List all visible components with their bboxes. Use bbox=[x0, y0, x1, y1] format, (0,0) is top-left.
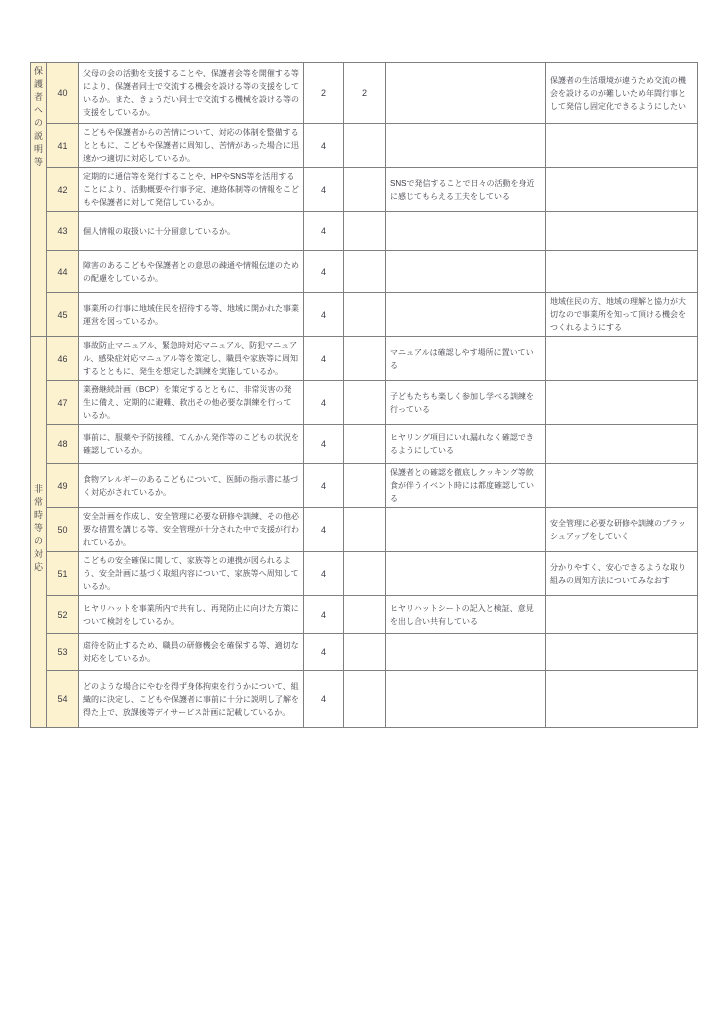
item-number-cell: 46 bbox=[47, 337, 79, 381]
question-cell: 事故防止マニュアル、緊急時対応マニュアル、防犯マニュアル、感染症対応マニュアル等を策定し、職員や家族等に周知するとともに、発生を想定した訓練を実施しているか。 bbox=[79, 337, 304, 381]
score-cell-1: 4 bbox=[304, 381, 344, 425]
improvement-plan-cell bbox=[546, 251, 698, 293]
score-cell-1: 4 bbox=[304, 425, 344, 464]
category-label: 非常時等の対応 bbox=[33, 484, 43, 575]
improvement-plan-cell bbox=[546, 212, 698, 251]
workplace-comment-cell bbox=[386, 671, 546, 728]
score-cell-2 bbox=[344, 124, 386, 168]
workplace-comment-cell bbox=[386, 634, 546, 671]
improvement-plan-cell bbox=[546, 596, 698, 634]
improvement-plan-cell bbox=[546, 337, 698, 381]
score-cell-2: 2 bbox=[344, 63, 386, 124]
improvement-plan-cell: 地域住民の方、地域の理解と協力が大切なので事業所を知って頂ける機会をつくれるようにする bbox=[546, 293, 698, 337]
score-cell-2 bbox=[344, 381, 386, 425]
item-number-cell: 51 bbox=[47, 552, 79, 596]
table-row bbox=[31, 124, 698, 168]
question-cell: こどもや保護者からの苦情について、対応の体制を整備するとともに、こどもや保護者に周知し、苦情があった場合に迅速かつ適切に対応しているか。 bbox=[79, 124, 304, 168]
improvement-plan-cell bbox=[546, 464, 698, 508]
improvement-plan-cell: 分かりやすく、安心できるような取り組みの周知方法についてみなおす bbox=[546, 552, 698, 596]
workplace-comment-cell bbox=[386, 212, 546, 251]
score-cell-2 bbox=[344, 464, 386, 508]
question-cell: 食物アレルギーのあるこどもについて、医師の指示書に基づく対応がされているか。 bbox=[79, 464, 304, 508]
table-row bbox=[31, 63, 698, 124]
question-cell: 安全計画を作成し、安全管理に必要な研修や訓練、その他必要な措置を講じる等、安全管理が十分された中で支援が行われているか。 bbox=[79, 508, 304, 552]
table-row bbox=[31, 464, 698, 508]
table-row bbox=[31, 425, 698, 464]
score-cell-2 bbox=[344, 251, 386, 293]
question-cell: 虐待を防止するため、職員の研修機会を確保する等、適切な対応をしているか。 bbox=[79, 634, 304, 671]
question-cell: 業務継続計画（BCP）を策定するとともに、非常災害の発生に備え、定期的に避難、救出その他必要な訓練を行っているか。 bbox=[79, 381, 304, 425]
score-cell-1: 4 bbox=[304, 124, 344, 168]
improvement-plan-cell bbox=[546, 124, 698, 168]
workplace-comment-cell: ヒヤリング項目にいれ漏れなく確認できるようにしている bbox=[386, 425, 546, 464]
table-row bbox=[31, 251, 698, 293]
table-row bbox=[31, 337, 698, 381]
self-evaluation-table bbox=[30, 62, 698, 728]
improvement-plan-cell bbox=[546, 168, 698, 212]
improvement-plan-cell bbox=[546, 381, 698, 425]
category-label: 保護者への説明等 bbox=[33, 66, 43, 170]
workplace-comment-cell bbox=[386, 63, 546, 124]
score-cell-2 bbox=[344, 425, 386, 464]
improvement-plan-cell: 保護者の生活環境が違うため交流の機会を設けるのが難しいため年間行事として発信し固定化できるようにしたい bbox=[546, 63, 698, 124]
score-cell-2 bbox=[344, 508, 386, 552]
item-number-cell: 42 bbox=[47, 168, 79, 212]
score-cell-2 bbox=[344, 212, 386, 251]
workplace-comment-cell: 子どもたちも楽しく参加し学べる訓練を行っている bbox=[386, 381, 546, 425]
item-number-cell: 40 bbox=[47, 63, 79, 124]
score-cell-2 bbox=[344, 552, 386, 596]
table-row bbox=[31, 634, 698, 671]
score-cell-2 bbox=[344, 596, 386, 634]
question-cell: 個人情報の取扱いに十分留意しているか。 bbox=[79, 212, 304, 251]
item-number-cell: 54 bbox=[47, 671, 79, 728]
score-cell-2 bbox=[344, 293, 386, 337]
item-number-cell: 41 bbox=[47, 124, 79, 168]
improvement-plan-cell bbox=[546, 671, 698, 728]
improvement-plan-cell bbox=[546, 634, 698, 671]
score-cell-2 bbox=[344, 337, 386, 381]
score-cell-1: 4 bbox=[304, 212, 344, 251]
category-cell bbox=[31, 63, 47, 337]
question-cell: 定期的に通信等を発行することや、HPやSNS等を活用することにより、活動概要や行事予定、連絡体制等の情報をこどもや保護者に対して発信しているか。 bbox=[79, 168, 304, 212]
table-row bbox=[31, 671, 698, 728]
improvement-plan-cell: 安全管理に必要な研修や訓練のブラッシュアップをしていく bbox=[546, 508, 698, 552]
score-cell-1: 4 bbox=[304, 464, 344, 508]
score-cell-1: 4 bbox=[304, 251, 344, 293]
item-number-cell: 47 bbox=[47, 381, 79, 425]
score-cell-1: 4 bbox=[304, 337, 344, 381]
question-cell: どのような場合にやむを得ず身体拘束を行うかについて、組織的に決定し、こどもや保護者に事前に十分に説明し了解を得た上で、放課後等デイサービス計画に記載しているか。 bbox=[79, 671, 304, 728]
table-row bbox=[31, 596, 698, 634]
score-cell-1: 4 bbox=[304, 508, 344, 552]
score-cell-1: 4 bbox=[304, 293, 344, 337]
score-cell-1: 4 bbox=[304, 552, 344, 596]
workplace-comment-cell bbox=[386, 124, 546, 168]
score-cell-2 bbox=[344, 634, 386, 671]
score-cell-1: 4 bbox=[304, 671, 344, 728]
evaluation-table-body bbox=[31, 63, 698, 728]
workplace-comment-cell bbox=[386, 251, 546, 293]
question-cell: こどもの安全確保に関して、家族等との連携が図られるよう、安全計画に基づく取組内容について、家族等へ周知しているか。 bbox=[79, 552, 304, 596]
workplace-comment-cell: マニュアルは確認しやす場所に置いている bbox=[386, 337, 546, 381]
workplace-comment-cell bbox=[386, 508, 546, 552]
workplace-comment-cell: ヒヤリハットシートの記入と検証、意見を出し合い共有している bbox=[386, 596, 546, 634]
score-cell-2 bbox=[344, 671, 386, 728]
item-number-cell: 52 bbox=[47, 596, 79, 634]
score-cell-1: 4 bbox=[304, 634, 344, 671]
question-cell: ヒヤリハットを事業所内で共有し、再発防止に向けた方策について検討をしているか。 bbox=[79, 596, 304, 634]
table-row bbox=[31, 508, 698, 552]
score-cell-1: 4 bbox=[304, 596, 344, 634]
workplace-comment-cell: SNSで発信することで日々の活動を身近に感じてもらえる工夫をしている bbox=[386, 168, 546, 212]
item-number-cell: 43 bbox=[47, 212, 79, 251]
item-number-cell: 50 bbox=[47, 508, 79, 552]
workplace-comment-cell bbox=[386, 552, 546, 596]
item-number-cell: 53 bbox=[47, 634, 79, 671]
improvement-plan-cell bbox=[546, 425, 698, 464]
table-row bbox=[31, 552, 698, 596]
workplace-comment-cell bbox=[386, 293, 546, 337]
item-number-cell: 48 bbox=[47, 425, 79, 464]
item-number-cell: 49 bbox=[47, 464, 79, 508]
table-row bbox=[31, 212, 698, 251]
question-cell: 障害のあるこどもや保護者との意思の疎通や情報伝達のための配慮をしているか。 bbox=[79, 251, 304, 293]
score-cell-1: 2 bbox=[304, 63, 344, 124]
workplace-comment-cell: 保護者との確認を徹底しクッキング等飲食が伴うイベント時には都度確認している bbox=[386, 464, 546, 508]
item-number-cell: 45 bbox=[47, 293, 79, 337]
category-cell bbox=[31, 337, 47, 728]
question-cell: 父母の会の活動を支援することや、保護者会等を開催する等により、保護者同士で交流する機会を設ける等の支援をしているか。また、きょうだい同士で交流する機械を設ける等の支援をしているか。 bbox=[79, 63, 304, 124]
score-cell-2 bbox=[344, 168, 386, 212]
question-cell: 事前に、服薬や予防接種、てんかん発作等のこどもの状況を確認しているか。 bbox=[79, 425, 304, 464]
table-row bbox=[31, 293, 698, 337]
question-cell: 事業所の行事に地域住民を招待する等、地域に開かれた事業運営を図っているか。 bbox=[79, 293, 304, 337]
item-number-cell: 44 bbox=[47, 251, 79, 293]
table-row bbox=[31, 381, 698, 425]
score-cell-1: 4 bbox=[304, 168, 344, 212]
table-row bbox=[31, 168, 698, 212]
